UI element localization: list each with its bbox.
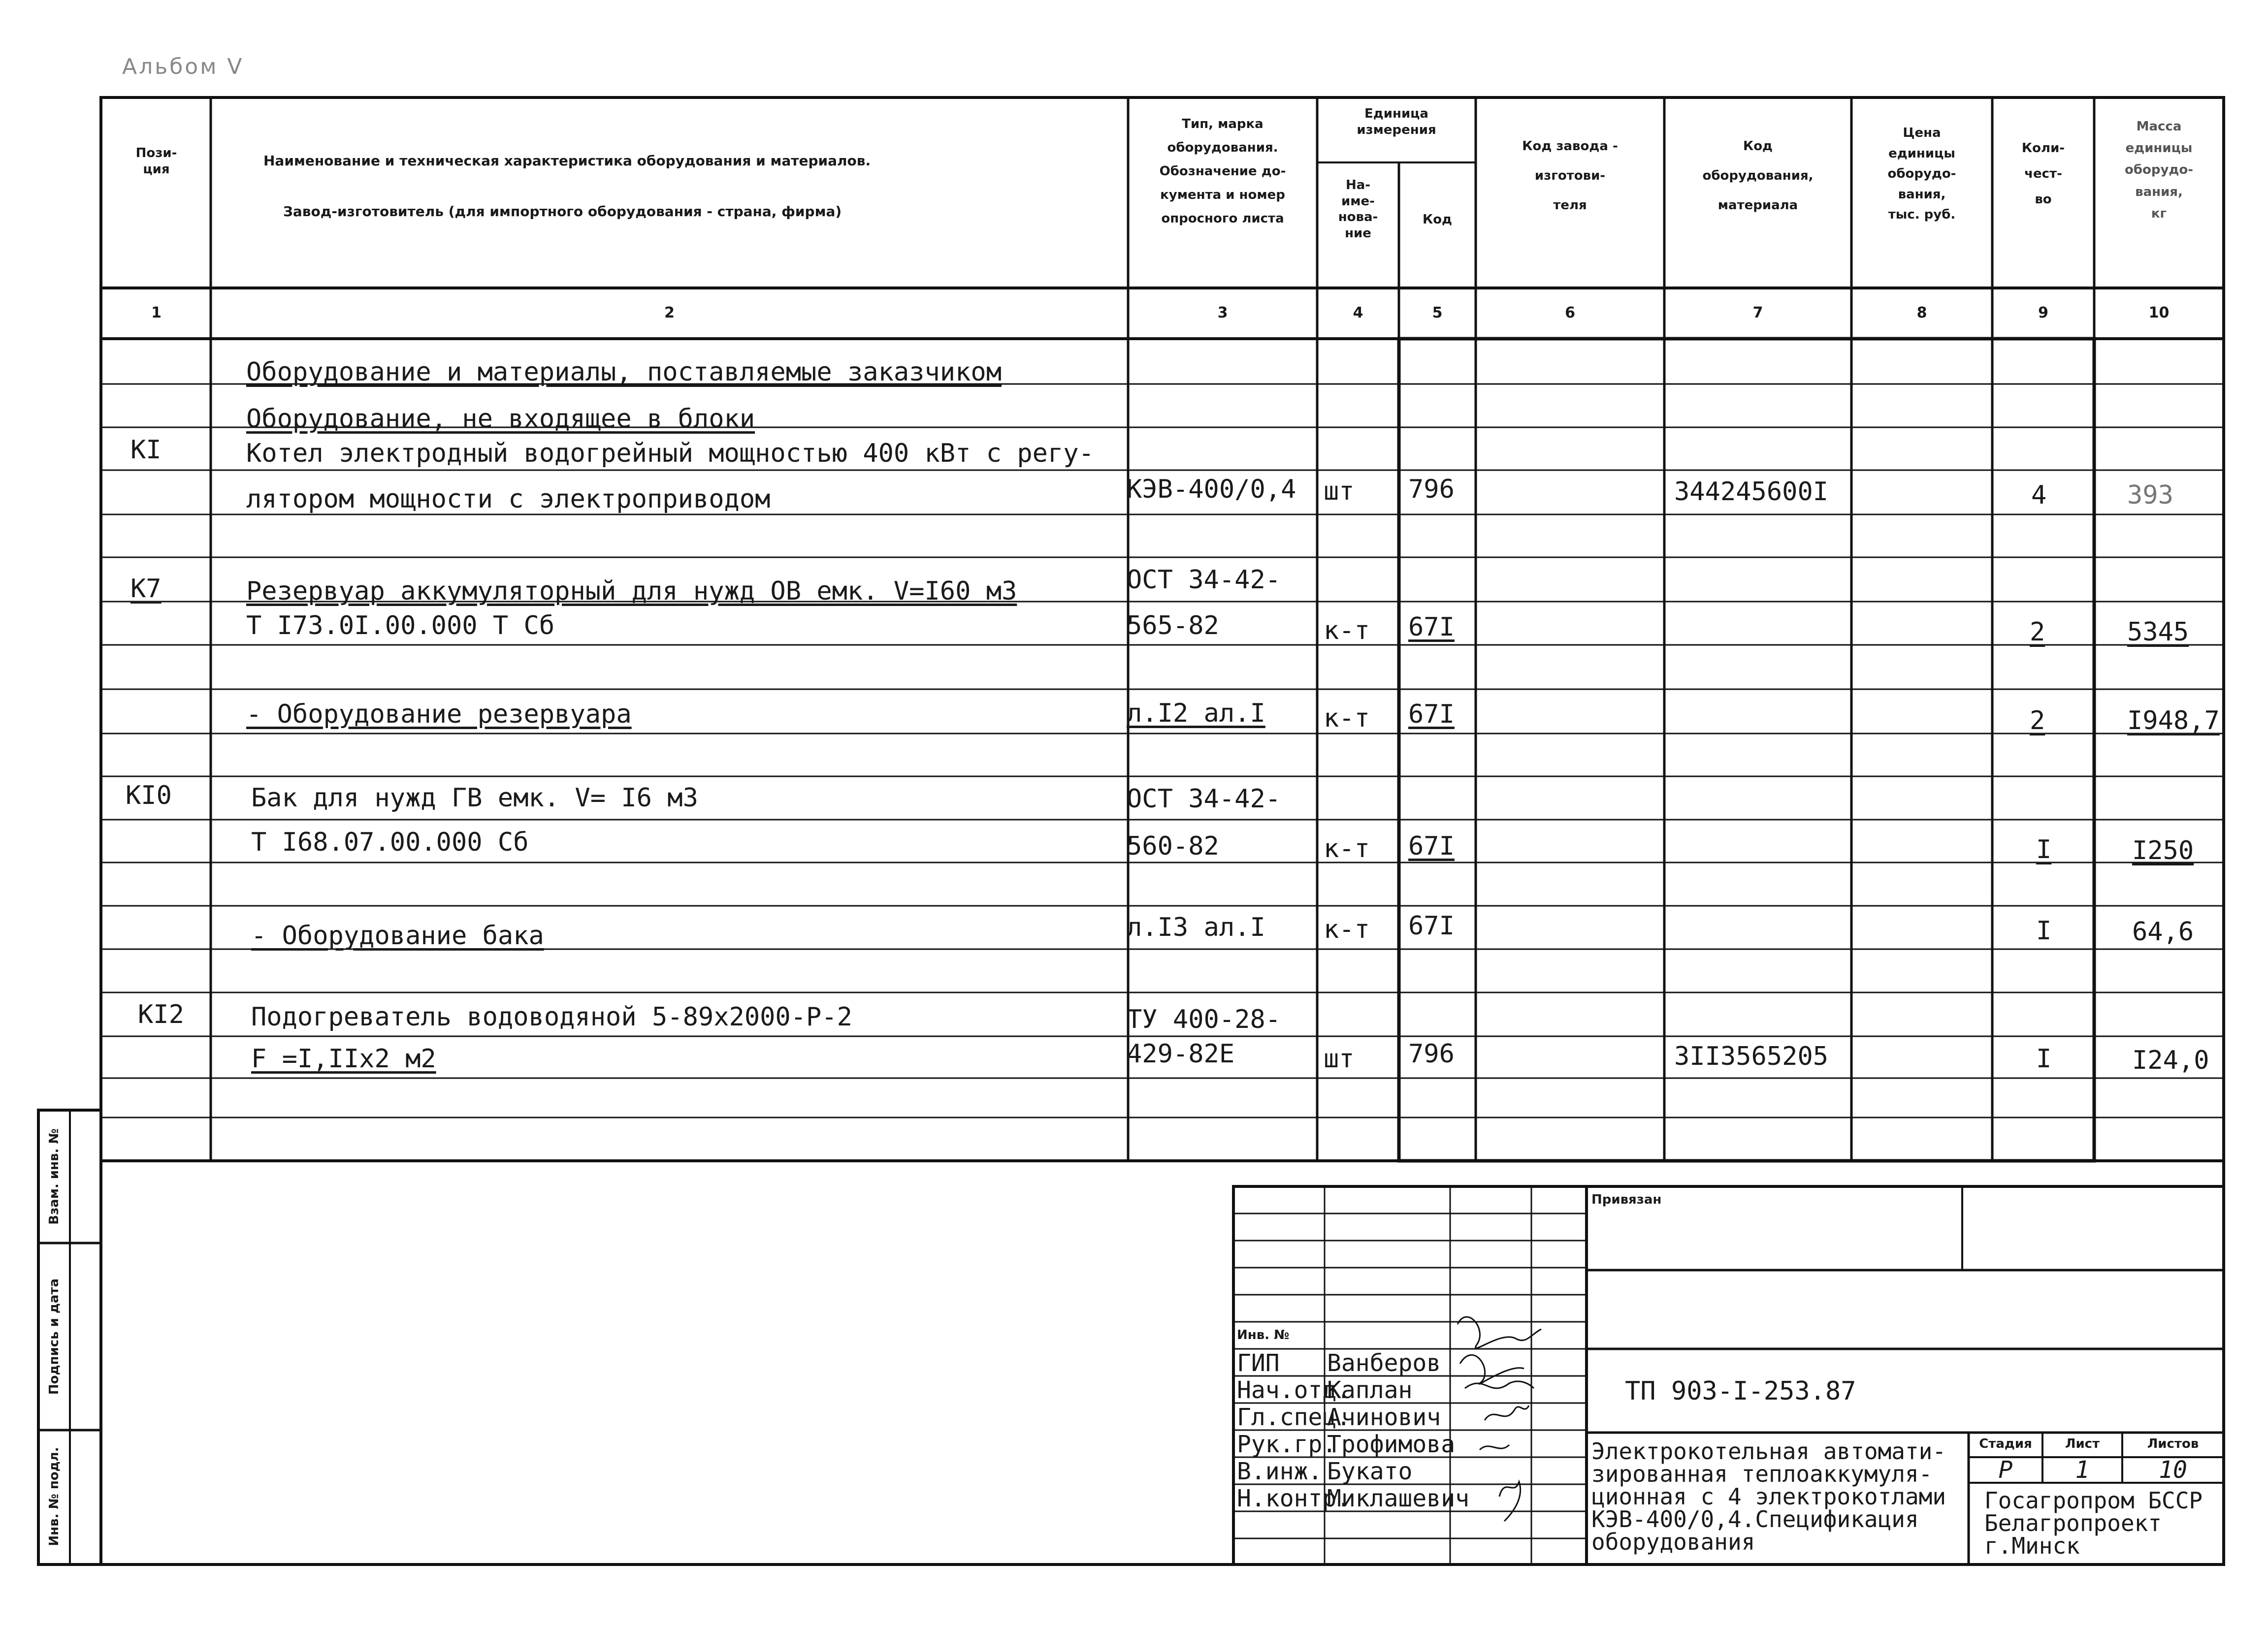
row-quantity: 4 bbox=[2031, 480, 2047, 510]
row-name: - Оборудование бака bbox=[251, 921, 544, 951]
privyazan-label: Привязан bbox=[1591, 1192, 1662, 1207]
row-type: л.I3 ал.I bbox=[1127, 913, 1265, 942]
header-quantity: Коли- чест- во bbox=[2021, 141, 2065, 207]
header-mass: Масса единицы оборудо- вания, кг bbox=[2124, 119, 2194, 221]
row-mass: I24,0 bbox=[2132, 1046, 2209, 1075]
staff-role: Гл.спец. bbox=[1237, 1404, 1351, 1431]
row-name: Бак для нужд ГВ емк. V= I6 м3 bbox=[251, 783, 698, 813]
side-label-original-inv: Инв. № подл. bbox=[47, 1447, 62, 1546]
header-unit-name: На- име- нова- ние bbox=[1338, 178, 1378, 241]
col-number: 7 bbox=[1752, 304, 1763, 321]
row-unit-code: 796 bbox=[1408, 1039, 1455, 1069]
col-number: 6 bbox=[1565, 304, 1575, 321]
signature-scribbles bbox=[1458, 1317, 1541, 1521]
stage-value: Р bbox=[1998, 1456, 2013, 1484]
staff-role: ГИП bbox=[1237, 1349, 1280, 1377]
staff-name: Трофимова bbox=[1327, 1431, 1456, 1458]
col-number: 5 bbox=[1432, 304, 1443, 321]
row-unit: к-т bbox=[1324, 703, 1370, 733]
row-unit: шт bbox=[1324, 1044, 1355, 1074]
side-label-replacement-inv: Взам. инв. № bbox=[47, 1128, 62, 1225]
col-number: 9 bbox=[2038, 304, 2048, 321]
document-title: Электрокотельная автомати- зированная теплоаккумуля- ционная с 4 электрокотлами КЭВ-400/0,4.Спецификация оборудования bbox=[1591, 1438, 1946, 1555]
inv-no-label: Инв. № bbox=[1237, 1328, 1290, 1342]
row-type: 429-82Е bbox=[1127, 1039, 1235, 1069]
staff-name: Ванберов bbox=[1327, 1349, 1441, 1377]
organization: Госагропром БССР Белагропроект г.Минск bbox=[1984, 1487, 2203, 1559]
row-unit-code: 67I bbox=[1408, 612, 1455, 642]
row-type: 560-82 bbox=[1127, 831, 1219, 861]
row-name: Резервуар аккумуляторный для нужд ОВ емк. V=I60 м3 bbox=[246, 576, 1017, 606]
row-type: ОСТ 34-42- bbox=[1127, 784, 1281, 814]
row-quantity: I bbox=[2036, 1044, 2052, 1074]
row-unit-code: 67I bbox=[1408, 831, 1455, 861]
row-name: Т I73.0I.00.000 Т Сб bbox=[246, 611, 555, 640]
sheet-label: Лист bbox=[2065, 1436, 2100, 1451]
staff-role: Нач.отд. bbox=[1237, 1376, 1351, 1404]
row-equipment-code: 344245600I bbox=[1674, 477, 1829, 507]
header-name-line1: Наименование и техническая характеристика оборудования и материалов. bbox=[263, 153, 871, 169]
header-unit-code: Код bbox=[1422, 212, 1453, 227]
row-quantity: 2 bbox=[2030, 706, 2045, 735]
row-type: КЭВ-400/0,4 bbox=[1127, 475, 1296, 504]
row-equipment-code: 3II3565205 bbox=[1674, 1042, 1829, 1071]
staff-name: Миклашевич bbox=[1327, 1485, 1469, 1512]
side-label-signature-date: Подпись и дата bbox=[47, 1278, 62, 1395]
row-quantity: 2 bbox=[2030, 617, 2045, 647]
section-heading: Оборудование и материалы, поставляемые заказчиком bbox=[246, 357, 1002, 387]
document-code: ТП 903-I-253.87 bbox=[1625, 1376, 1856, 1406]
row-unit: шт bbox=[1324, 477, 1355, 506]
sheet-value: 1 bbox=[2075, 1456, 2090, 1484]
row-unit-code: 67I bbox=[1408, 911, 1455, 941]
row-name: Т I68.07.00.000 Сб bbox=[251, 828, 529, 857]
staff-name: Каплан bbox=[1327, 1376, 1413, 1404]
row-quantity: I bbox=[2036, 916, 2052, 946]
row-unit: к-т bbox=[1324, 616, 1370, 645]
header-price: Цена единицы оборудо- вания, тыс. руб. bbox=[1887, 126, 1956, 223]
staff-name: Ачинович bbox=[1327, 1404, 1441, 1431]
stage-label: Стадия bbox=[1979, 1436, 2032, 1451]
row-unit: к-т bbox=[1324, 834, 1370, 863]
row-type: 565-82 bbox=[1127, 611, 1219, 640]
staff-name: Букато bbox=[1327, 1458, 1413, 1485]
row-position: КI2 bbox=[138, 1000, 184, 1029]
row-mass: 64,6 bbox=[2132, 917, 2194, 947]
row-mass: I948,7 bbox=[2127, 706, 2220, 735]
header-plant-code: Код завода - изготови- теля bbox=[1522, 139, 1618, 213]
header-position: Пози- ция bbox=[135, 146, 177, 177]
row-position: К7 bbox=[130, 574, 162, 604]
row-type: ТУ 400-28- bbox=[1127, 1005, 1281, 1034]
col-number: 2 bbox=[664, 304, 675, 321]
row-mass: 393 bbox=[2127, 480, 2173, 510]
album-label: Альбом V bbox=[122, 54, 244, 79]
row-name: F =I,IIх2 м2 bbox=[251, 1044, 436, 1074]
row-name: Подогреватель водоводяной 5-89х2000-Р-2 bbox=[251, 1002, 852, 1032]
header-name-line2: Завод-изготовитель (для импортного оборудования - страна, фирма) bbox=[283, 203, 842, 220]
row-name: - Оборудование резервуара bbox=[246, 700, 632, 729]
row-position: КI0 bbox=[126, 781, 172, 810]
row-mass: 5345 bbox=[2127, 617, 2189, 647]
header-unit-group: Единица измерения bbox=[1357, 106, 1436, 137]
row-quantity: I bbox=[2036, 835, 2052, 864]
row-name: лятором мощности с электроприводом bbox=[246, 484, 771, 514]
subsection-heading: Оборудование, не входящее в блоки bbox=[246, 404, 755, 434]
col-number: 4 bbox=[1353, 304, 1363, 321]
row-unit-code: 796 bbox=[1408, 475, 1455, 504]
col-number: 1 bbox=[151, 304, 162, 321]
staff-role: Н.контр. bbox=[1237, 1485, 1351, 1512]
row-type: ОСТ 34-42- bbox=[1127, 565, 1281, 595]
header-equipment-code: Код оборудования, материала bbox=[1702, 139, 1814, 213]
row-mass: I250 bbox=[2132, 836, 2194, 865]
col-number: 10 bbox=[2148, 304, 2170, 321]
staff-role: Рук.гр. bbox=[1237, 1431, 1337, 1458]
col-number: 3 bbox=[1217, 304, 1228, 321]
header-type-mark: Тип, марка оборудования. Обозначение до- кумента и номер опросного листа bbox=[1159, 117, 1286, 226]
col-number: 8 bbox=[1916, 304, 1927, 321]
row-type: л.I2 ал.I bbox=[1127, 699, 1265, 728]
staff-role: В.инж. bbox=[1237, 1458, 1323, 1485]
row-name: Котел электродный водогрейный мощностью 400 кВт с регу- bbox=[246, 439, 1094, 468]
row-unit-code: 67I bbox=[1408, 700, 1455, 729]
row-position: КI bbox=[130, 435, 162, 465]
row-unit: к-т bbox=[1324, 915, 1370, 944]
sheets-value: 10 bbox=[2159, 1456, 2187, 1484]
sheets-label: Листов bbox=[2147, 1436, 2199, 1451]
